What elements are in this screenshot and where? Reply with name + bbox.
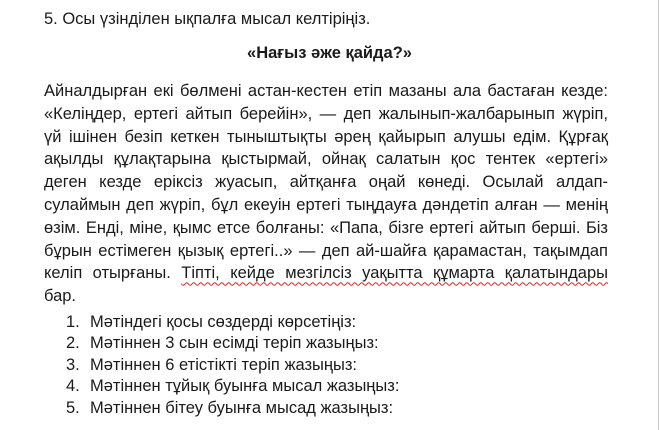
list-number: 4.	[66, 377, 80, 396]
task-heading: 5. Осы үзінділен ықпалға мысал келтіріңіз.	[44, 10, 371, 28]
paragraph-line: өзім. Енді, міне, қымс етсе болғаны: «Папа, бізге ертегі айтып берші. Біз	[44, 218, 608, 237]
question-list	[66, 312, 399, 419]
spellcheck-underlined-text: Тіпті, кейде мезгілсіз уақытта құмарта қалатындары	[181, 264, 608, 283]
paragraph-line: деген кезде ерiксiз жуасып, айтқанға оңай көнеді. Осылай алдап-	[44, 173, 608, 192]
question-text: Мәтіннен тұйық буынға мысал жазыңыз:	[90, 377, 400, 396]
paragraph-line: «Келіңдер, ертегі айтып берейін», — деп жалынып-жалбарынып жүріп,	[44, 104, 608, 123]
list-number: 1.	[66, 313, 80, 331]
list-item	[66, 333, 399, 354]
list-number: 2.	[66, 334, 80, 353]
question-text: Мәтіндегі қосы сөздерді көрсетіңіз:	[90, 313, 357, 331]
list-number: 3.	[66, 355, 80, 374]
paragraph-line: сулаймын деп жүріп, бұл екеуін ертегі тыңдауға дәндетіп алған — менің	[44, 195, 608, 214]
paragraph-line: бар.	[44, 287, 77, 306]
list-item	[66, 312, 399, 333]
list-item	[66, 376, 399, 397]
paragraph-line: бұрын естімеген қызық ертегі..» — деп ай-шайға қарамастан, тақымдап	[44, 241, 608, 260]
paragraph-line: ақылды құлақтарына қыстырмай, ойнақ салатын қос тентек «ертегі»	[44, 150, 608, 169]
paragraph-line: Айналдырған екі бөлмені астан-кестен етіп мазаны ала бастаған кезде:	[44, 82, 608, 100]
story-paragraph	[44, 80, 608, 308]
list-item	[66, 398, 399, 419]
question-text: Мәтіннен 3 сын есімді теріп жазыңыз:	[90, 334, 379, 353]
story-title: «Нағыз әже қайда?»	[247, 44, 412, 62]
question-text: Мәтіннен 6 етістікті теріп жазыңыз:	[90, 355, 358, 374]
paragraph-line	[44, 262, 608, 285]
question-text: Мәтіннен бітеу буынға мысад жазыңыз:	[90, 398, 394, 417]
paragraph-line: үй ішінен безіп кеткен тыныштықты әрең қайырып алушы едім. Құрғақ	[44, 127, 608, 146]
list-number: 5.	[66, 398, 80, 417]
paragraph-text: келіп отырғаны.	[44, 264, 182, 283]
list-item	[66, 355, 399, 376]
